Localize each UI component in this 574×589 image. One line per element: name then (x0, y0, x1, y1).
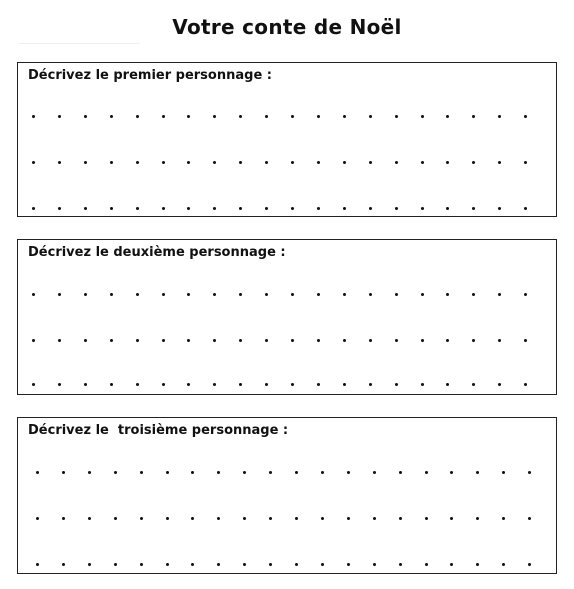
writing-dot (32, 161, 35, 164)
writing-dot (239, 161, 242, 164)
writing-dot (88, 563, 91, 566)
writing-dot (498, 207, 501, 210)
writing-dot (528, 563, 531, 566)
writing-dot (528, 471, 531, 474)
writing-dot (191, 471, 194, 474)
writing-dot (187, 161, 190, 164)
writing-dot (369, 115, 372, 118)
writing-dot (84, 383, 87, 386)
writing-dot (187, 293, 190, 296)
writing-dot (528, 517, 531, 520)
writing-dot (347, 471, 350, 474)
writing-dot (321, 517, 324, 520)
writing-dot (421, 161, 424, 164)
writing-dot (187, 207, 190, 210)
writing-dot (265, 115, 268, 118)
writing-dot (321, 563, 324, 566)
writing-dot (136, 115, 139, 118)
writing-dot (395, 115, 398, 118)
writing-dot (395, 207, 398, 210)
writing-dot (136, 207, 139, 210)
writing-dot (291, 207, 294, 210)
writing-dot (395, 339, 398, 342)
writing-dot (317, 293, 320, 296)
writing-dot (213, 161, 216, 164)
writing-dot (291, 293, 294, 296)
writing-dot (36, 471, 39, 474)
worksheet-title: Votre conte de Noël (172, 15, 402, 39)
character-prompt-2: Décrivez le deuxième personnage : (28, 245, 286, 260)
writing-dot (166, 517, 169, 520)
writing-dot (425, 471, 428, 474)
writing-dot (317, 207, 320, 210)
character-box-3 (17, 417, 557, 574)
writing-dot (265, 339, 268, 342)
writing-dot (524, 207, 527, 210)
writing-dot (421, 115, 424, 118)
writing-dot (239, 339, 242, 342)
writing-dot (472, 207, 475, 210)
writing-dot (472, 161, 475, 164)
writing-dot (136, 339, 139, 342)
writing-dot (343, 383, 346, 386)
writing-dot (187, 383, 190, 386)
writing-dot (295, 563, 298, 566)
writing-dot (243, 517, 246, 520)
writing-dot (62, 471, 65, 474)
dotted-writing-line[interactable] (32, 207, 544, 211)
writing-dot (114, 471, 117, 474)
writing-dot (395, 383, 398, 386)
writing-dot (162, 293, 165, 296)
writing-dot (32, 207, 35, 210)
writing-dot (191, 563, 194, 566)
writing-dot (213, 115, 216, 118)
writing-dot (472, 383, 475, 386)
writing-dot (32, 339, 35, 342)
writing-dot (524, 339, 527, 342)
writing-dot (140, 517, 143, 520)
writing-dot (343, 339, 346, 342)
writing-dot (162, 161, 165, 164)
writing-dot (58, 207, 61, 210)
dotted-writing-line[interactable] (36, 563, 548, 567)
writing-dot (347, 563, 350, 566)
writing-dot (291, 339, 294, 342)
writing-dot (476, 563, 479, 566)
writing-dot (191, 517, 194, 520)
dotted-writing-line[interactable] (32, 293, 544, 297)
writing-dot (472, 115, 475, 118)
writing-dot (187, 339, 190, 342)
writing-dot (36, 517, 39, 520)
writing-dot (58, 339, 61, 342)
writing-dot (446, 383, 449, 386)
writing-dot (450, 517, 453, 520)
writing-dot (269, 563, 272, 566)
writing-dot (369, 293, 372, 296)
writing-dot (295, 471, 298, 474)
writing-dot (476, 517, 479, 520)
writing-dot (110, 161, 113, 164)
writing-dot (446, 293, 449, 296)
writing-dot (317, 115, 320, 118)
writing-dot (162, 115, 165, 118)
writing-dot (369, 383, 372, 386)
writing-dot (421, 339, 424, 342)
writing-dot (498, 383, 501, 386)
writing-dot (217, 563, 220, 566)
writing-dot (295, 517, 298, 520)
writing-dot (114, 517, 117, 520)
writing-dot (399, 471, 402, 474)
writing-dot (162, 383, 165, 386)
writing-dot (502, 471, 505, 474)
writing-dot (136, 161, 139, 164)
writing-dot (395, 293, 398, 296)
writing-dot (502, 563, 505, 566)
writing-dot (321, 471, 324, 474)
writing-dot (84, 293, 87, 296)
writing-dot (369, 339, 372, 342)
writing-dot (399, 517, 402, 520)
faint-divider (18, 43, 140, 44)
writing-dot (62, 563, 65, 566)
writing-dot (187, 115, 190, 118)
writing-dot (446, 161, 449, 164)
writing-dot (32, 293, 35, 296)
writing-dot (265, 383, 268, 386)
writing-dot (524, 293, 527, 296)
writing-dot (213, 339, 216, 342)
writing-dot (498, 293, 501, 296)
writing-dot (162, 207, 165, 210)
writing-dot (498, 161, 501, 164)
writing-dot (213, 207, 216, 210)
writing-dot (217, 517, 220, 520)
writing-dot (110, 339, 113, 342)
dotted-writing-line[interactable] (32, 339, 544, 343)
writing-dot (421, 207, 424, 210)
writing-dot (472, 339, 475, 342)
writing-dot (472, 293, 475, 296)
character-box-1 (17, 62, 557, 217)
writing-dot (373, 563, 376, 566)
writing-dot (476, 471, 479, 474)
writing-dot (265, 293, 268, 296)
writing-dot (243, 563, 246, 566)
writing-dot (110, 115, 113, 118)
writing-dot (291, 115, 294, 118)
dotted-writing-line[interactable] (32, 161, 544, 165)
writing-dot (317, 383, 320, 386)
writing-dot (166, 563, 169, 566)
writing-dot (140, 471, 143, 474)
writing-dot (399, 563, 402, 566)
writing-dot (84, 115, 87, 118)
writing-dot (498, 339, 501, 342)
writing-dot (239, 383, 242, 386)
writing-dot (291, 161, 294, 164)
writing-dot (317, 339, 320, 342)
writing-dot (446, 115, 449, 118)
writing-dot (265, 207, 268, 210)
writing-dot (450, 563, 453, 566)
writing-dot (136, 293, 139, 296)
writing-dot (373, 517, 376, 520)
writing-dot (343, 115, 346, 118)
writing-dot (110, 207, 113, 210)
writing-dot (269, 471, 272, 474)
writing-dot (269, 517, 272, 520)
writing-dot (213, 293, 216, 296)
writing-dot (291, 383, 294, 386)
writing-dot (110, 293, 113, 296)
writing-dot (58, 161, 61, 164)
writing-dot (213, 383, 216, 386)
writing-dot (32, 115, 35, 118)
writing-dot (343, 293, 346, 296)
writing-dot (84, 207, 87, 210)
writing-dot (58, 293, 61, 296)
writing-dot (373, 471, 376, 474)
writing-dot (421, 383, 424, 386)
writing-dot (347, 517, 350, 520)
writing-dot (502, 517, 505, 520)
writing-dot (140, 563, 143, 566)
writing-dot (425, 563, 428, 566)
writing-dot (84, 339, 87, 342)
writing-dot (62, 517, 65, 520)
writing-dot (265, 161, 268, 164)
dotted-writing-line[interactable] (32, 115, 544, 119)
writing-dot (88, 471, 91, 474)
dotted-writing-line[interactable] (36, 517, 548, 521)
writing-dot (58, 383, 61, 386)
writing-dot (217, 471, 220, 474)
writing-dot (162, 339, 165, 342)
writing-dot (395, 161, 398, 164)
writing-dot (425, 517, 428, 520)
writing-dot (369, 161, 372, 164)
character-prompt-3: Décrivez le troisième personnage : (28, 423, 289, 438)
writing-dot (343, 207, 346, 210)
writing-dot (524, 383, 527, 386)
writing-dot (239, 115, 242, 118)
writing-dot (446, 339, 449, 342)
writing-dot (239, 293, 242, 296)
writing-dot (84, 161, 87, 164)
writing-dot (114, 563, 117, 566)
writing-dot (36, 563, 39, 566)
writing-dot (450, 471, 453, 474)
character-prompt-1: Décrivez le premier personnage : (28, 68, 272, 83)
writing-dot (32, 383, 35, 386)
writing-dot (524, 115, 527, 118)
writing-dot (369, 207, 372, 210)
writing-dot (446, 207, 449, 210)
writing-dot (88, 517, 91, 520)
dotted-writing-line[interactable] (32, 383, 544, 387)
writing-dot (239, 207, 242, 210)
writing-dot (58, 115, 61, 118)
writing-dot (343, 161, 346, 164)
writing-dot (166, 471, 169, 474)
writing-dot (243, 471, 246, 474)
dotted-writing-line[interactable] (36, 471, 548, 475)
writing-dot (317, 161, 320, 164)
writing-dot (136, 383, 139, 386)
character-box-2 (17, 239, 557, 395)
writing-dot (498, 115, 501, 118)
writing-dot (110, 383, 113, 386)
writing-dot (421, 293, 424, 296)
writing-dot (524, 161, 527, 164)
